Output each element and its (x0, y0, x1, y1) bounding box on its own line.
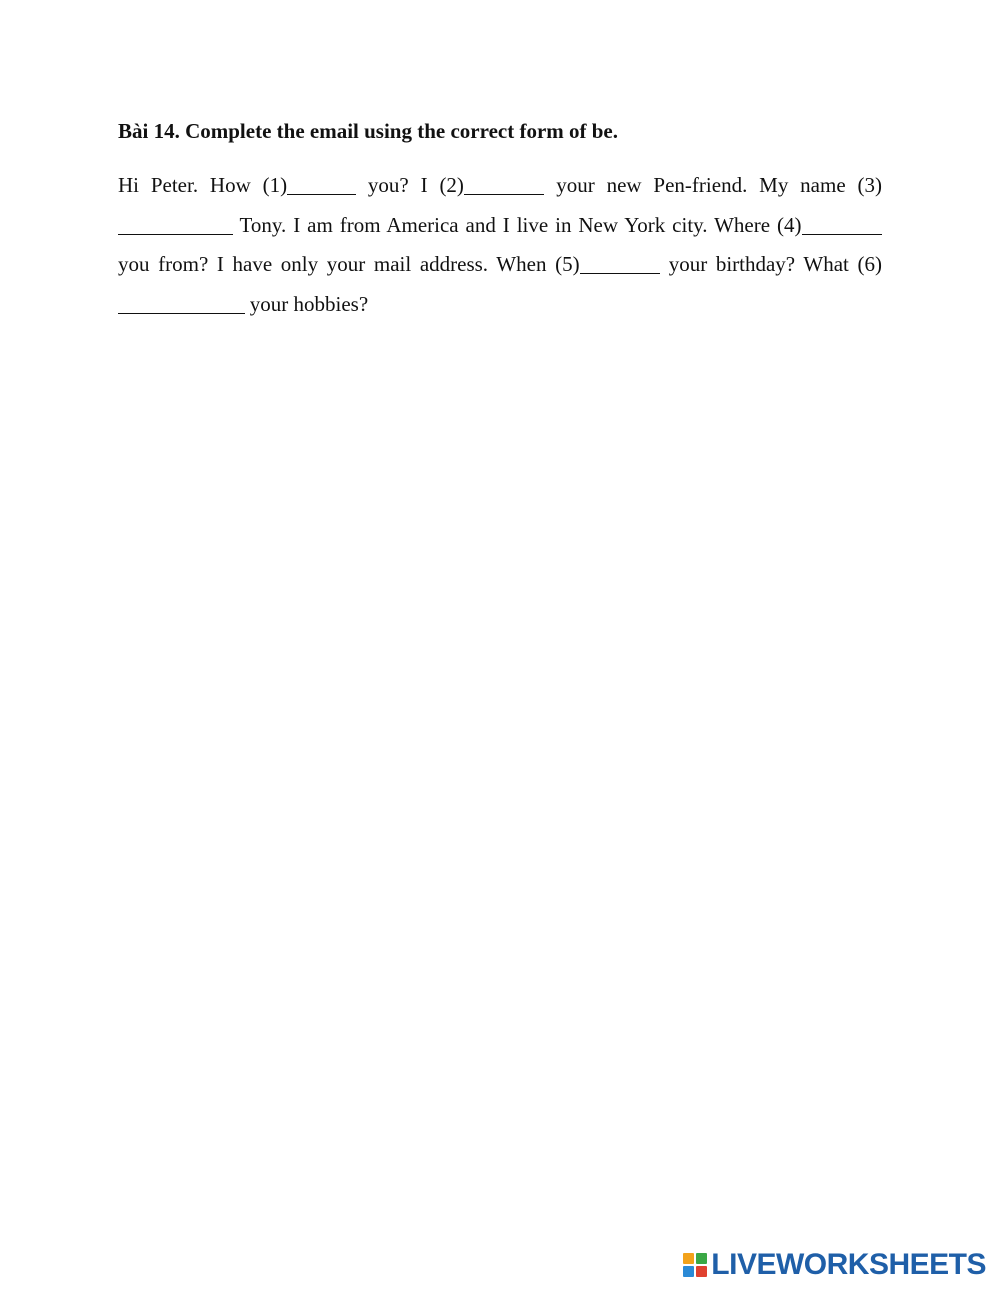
passage-text: (1) (262, 173, 288, 197)
passage-text: (3) (857, 173, 882, 197)
watermark-text: LIVEWORKSHEETS (711, 1248, 986, 1281)
passage-text: you from? I have only your mail address. When (118, 252, 556, 276)
answer-blank-1[interactable] (287, 173, 356, 195)
exercise-block (118, 116, 882, 324)
passage-text: you? I (356, 173, 440, 197)
exercise-passage (118, 166, 882, 324)
answer-blank-3[interactable] (118, 213, 233, 235)
exercise-title: Bài 14. Complete the email using the correct form of be. (118, 119, 619, 143)
liveworksheets-watermark (683, 1250, 986, 1280)
logo-square (696, 1266, 707, 1277)
passage-text: your hobbies? (244, 291, 369, 316)
passage-text: (6) (857, 252, 882, 276)
logo-square (683, 1253, 694, 1264)
passage-text: your birthday? What (660, 252, 858, 276)
passage-text: (5) (555, 252, 580, 276)
answer-blank-4[interactable] (802, 213, 883, 235)
logo-square (696, 1253, 707, 1264)
passage-text: Tony. I am from America and I live in New York city. Where (233, 212, 777, 237)
logo-square (683, 1266, 694, 1277)
passage-text: your new Pen-friend. My name (544, 173, 858, 197)
passage-text: (4) (777, 212, 802, 237)
answer-blank-2[interactable] (464, 173, 545, 195)
passage-text: Hi Peter. How (118, 173, 263, 197)
passage-text: (2) (439, 173, 464, 197)
answer-blank-6[interactable] (118, 292, 245, 314)
answer-blank-5[interactable] (580, 252, 661, 274)
liveworksheets-logo-icon (683, 1253, 707, 1277)
